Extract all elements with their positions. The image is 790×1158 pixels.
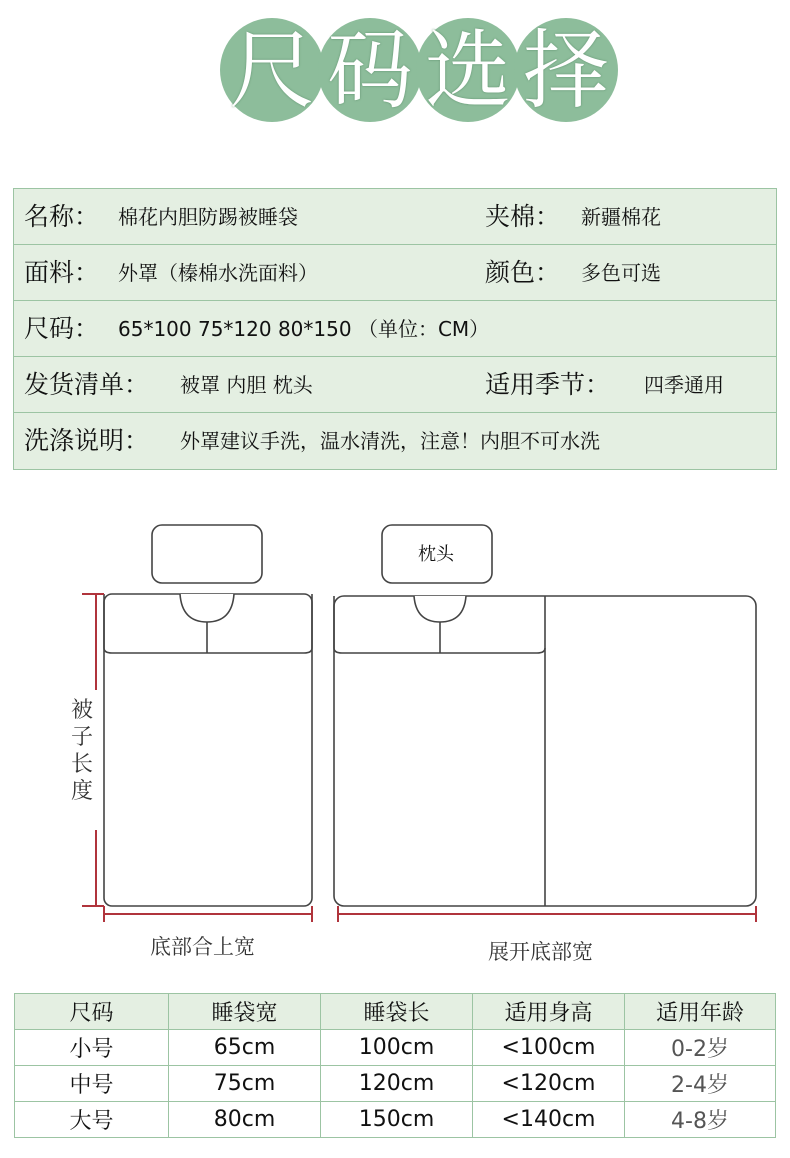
title-char: 尺 [229, 21, 315, 121]
length-cell: 150cm [321, 1102, 473, 1138]
header-cell: 睡袋宽 [169, 994, 321, 1030]
title-char: 码 [327, 21, 413, 121]
height-cell: <100cm [473, 1030, 625, 1066]
fabric-value: 外罩（榛棉水洗面料） [118, 261, 318, 285]
diagram-shapes [104, 525, 756, 906]
info-row [14, 301, 776, 357]
table-row [15, 1030, 776, 1066]
sleeping-bag-diagram [0, 500, 790, 980]
header-cell: 尺码 [15, 994, 169, 1030]
page-title [0, 18, 790, 138]
width-cell: 80cm [169, 1102, 321, 1138]
size-cell: 中号 [15, 1066, 169, 1102]
height-cell: <140cm [473, 1102, 625, 1138]
open-width-label: 展开底部宽 [488, 940, 593, 964]
season-value: 四季通用 [644, 373, 724, 397]
width-cell: 75cm [169, 1066, 321, 1102]
left-bag-body [104, 594, 312, 906]
age-cell: 2-4岁 [625, 1066, 776, 1102]
length-cell: 100cm [321, 1030, 473, 1066]
header-cell: 适用年龄 [625, 994, 776, 1030]
shipping-label: 发货清单： [24, 370, 150, 399]
wash-label: 洗涤说明： [24, 426, 150, 455]
info-row [14, 413, 776, 469]
color-label: 颜色： [485, 258, 561, 287]
length-label: 被子长度 [70, 698, 93, 804]
size-label: 尺码： [24, 314, 100, 343]
info-row [14, 357, 776, 413]
wash-value: 外罩建议手洗，温水清洗，注意！内胆不可水洗 [180, 429, 600, 453]
diagram-drawing [0, 500, 790, 980]
age-cell: 0-2岁 [625, 1030, 776, 1066]
table-row [15, 1066, 776, 1102]
size-cell: 大号 [15, 1102, 169, 1138]
info-row [14, 245, 776, 301]
age-cell: 4-8岁 [625, 1102, 776, 1138]
width-cell: 65cm [169, 1030, 321, 1066]
name-label: 名称： [24, 202, 100, 231]
header-cell: 睡袋长 [321, 994, 473, 1030]
filling-label: 夹棉： [485, 202, 561, 231]
size-value: 65*100 75*120 80*150 （单位：CM） [118, 317, 490, 341]
table-row [15, 1102, 776, 1138]
season-label: 适用季节： [485, 370, 611, 399]
name-value: 棉花内胆防踢被睡袋 [118, 205, 298, 229]
size-cell: 小号 [15, 1030, 169, 1066]
title-char: 择 [523, 21, 609, 121]
title-char: 选 [425, 21, 511, 121]
shipping-value: 被罩 内胆 枕头 [180, 373, 313, 397]
info-row [14, 189, 776, 245]
header-cell: 适用身高 [473, 994, 625, 1030]
size-table-header [15, 994, 776, 1030]
filling-value: 新疆棉花 [581, 205, 661, 229]
product-info-table [13, 188, 777, 470]
height-cell: <120cm [473, 1066, 625, 1102]
pillow-label: 枕头 [418, 544, 454, 565]
left-pillow-shape [152, 525, 262, 583]
color-value: 多色可选 [581, 261, 661, 285]
size-table [14, 993, 776, 1138]
length-cell: 120cm [321, 1066, 473, 1102]
closed-width-label: 底部合上宽 [150, 935, 255, 959]
fabric-label: 面料： [24, 258, 100, 287]
